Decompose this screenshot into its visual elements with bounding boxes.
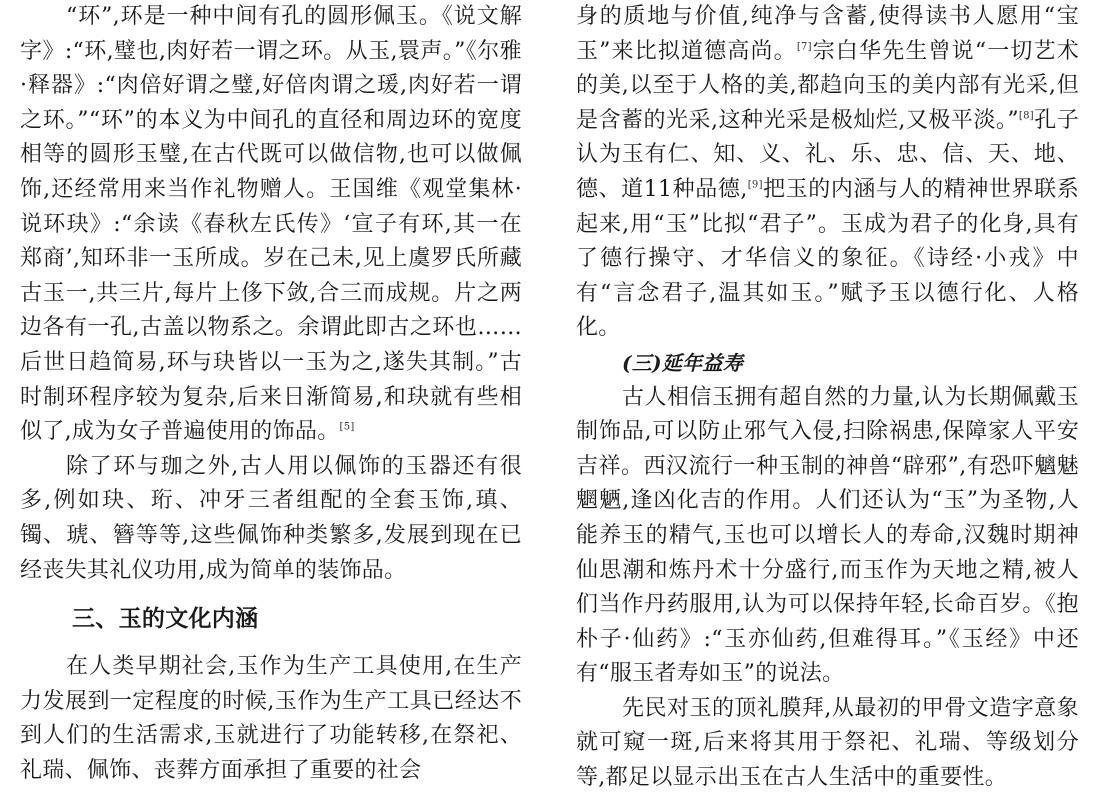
footnote-ref[interactable]: [7] [796, 41, 812, 53]
right-column [576, 0, 1079, 796]
subsection-heading: (三)延年益寿 [622, 350, 744, 375]
paragraph-longevity: 古人相信玉拥有超自然的力量,认为长期佩戴玉制饰品,可以防止邪气入侵,扫除祸患,保障家人平安吉祥。西汉流行一种玉制的神兽“辟邪”,有恐吓魑魅魍魉,逢凶化吉的作用。人们还认为“玉”为圣物,人能养玉的精气,玉也可以增长人的寿命,汉魏时期神仙思潮和炼丹术十分盛行,而玉作为天地之精,被人们当作丹药服用,认为可以保持年轻,长命百岁。《抱朴子·仙药》:“玉亦仙药,但难得耳。”《玉经》中还有“服玉者寿如玉”的说法。 [576, 384, 1079, 687]
paragraph-ring-jade [20, 0, 522, 450]
paragraph-other-ornaments: 除了环与珈之外,古人用以佩饰的玉器还有很多,例如玦、珩、冲牙三者组配的全套玉饰,瑱、镯、琥、簪等等,这些佩饰种类繁多,发展到现在已经丧失其礼仪功用,成为简单的装饰品。 [20, 453, 522, 583]
paragraph-text: 把玉的内涵与人的精神世界联系起来,用“玉”比拟“君子”。玉成为君子的化身,具有了德行操守、才华信义的象征。《诗经·小戎》中有“言念君子,温其如玉。”赋予玉以德行化、人格化。 [576, 176, 1079, 341]
footnote-ref[interactable]: [9] [747, 179, 763, 191]
paragraph-text: “环”,环是一种中间有孔的圆形佩玉。《说文解字》:“环,璧也,肉好若一谓之环。从玉,睘声。”《尔雅·释器》:“肉倍好谓之璧,好倍肉谓之瑗,肉好若一谓之环。”“环”的本义为中间孔的直径和周边环的宽度相等的圆形玉璧,在古代既可以做信物,也可以做佩饰,还经常用来当作礼物赠人。王国维《观堂集林·说环玦》:“余读《春秋左氏传》‘宣子有环,其一在郑商’,知环非一玉所成。岁在己未,见上虞罗氏所藏古玉一,共三片,每片上侈下敛,合三而成规。片之两边各有一孔,古盖以物系之。余谓此即古之环也……后世日趋简易,环与玦皆以一玉为之,遂失其制。”古时制环程序较为复杂,后来日渐简易,和玦就有些相似了,成为女子普遍使用的饰品。 [20, 4, 522, 445]
left-column [20, 0, 522, 788]
footnote-ref[interactable]: [8] [1018, 110, 1034, 122]
section-heading: 三、玉的文化内涵 [72, 606, 259, 633]
paragraph-gentleman-virtue [576, 0, 1079, 346]
paragraph-worship: 先民对玉的顶礼膜拜,从最初的甲骨文造字意象就可窥一斑,后来将其用于祭祀、礼瑞、等级划分等,都足以显示出玉在古人生活中的重要性。 [576, 695, 1079, 791]
paragraph-text: 身的质地与价值,纯净与含蓄,使得读书人愿用“宝玉”来比拟道德高尚。 [576, 4, 1079, 64]
paragraph-text: 宗白华先生曾说“一切艺术的美,以至于人格的美,都趋向玉的美内部有光采,但是含蓄的光采,这种光采是极灿烂,又极平淡。” [576, 38, 1079, 133]
paragraph-text: 孔子认为玉有仁、知、义、礼、乐、忠、信、天、地、德、道11种品德, [576, 107, 1079, 202]
paragraph-early-society: 在人类早期社会,玉作为生产工具使用,在生产力发展到一定程度的时候,玉作为生产工具已经达不到人们的生活需求,玉就进行了功能转移,在祭祀、礼瑞、佩饰、丧葬方面承担了重要的社会 [20, 654, 522, 783]
footnote-ref[interactable]: [5] [339, 421, 355, 433]
